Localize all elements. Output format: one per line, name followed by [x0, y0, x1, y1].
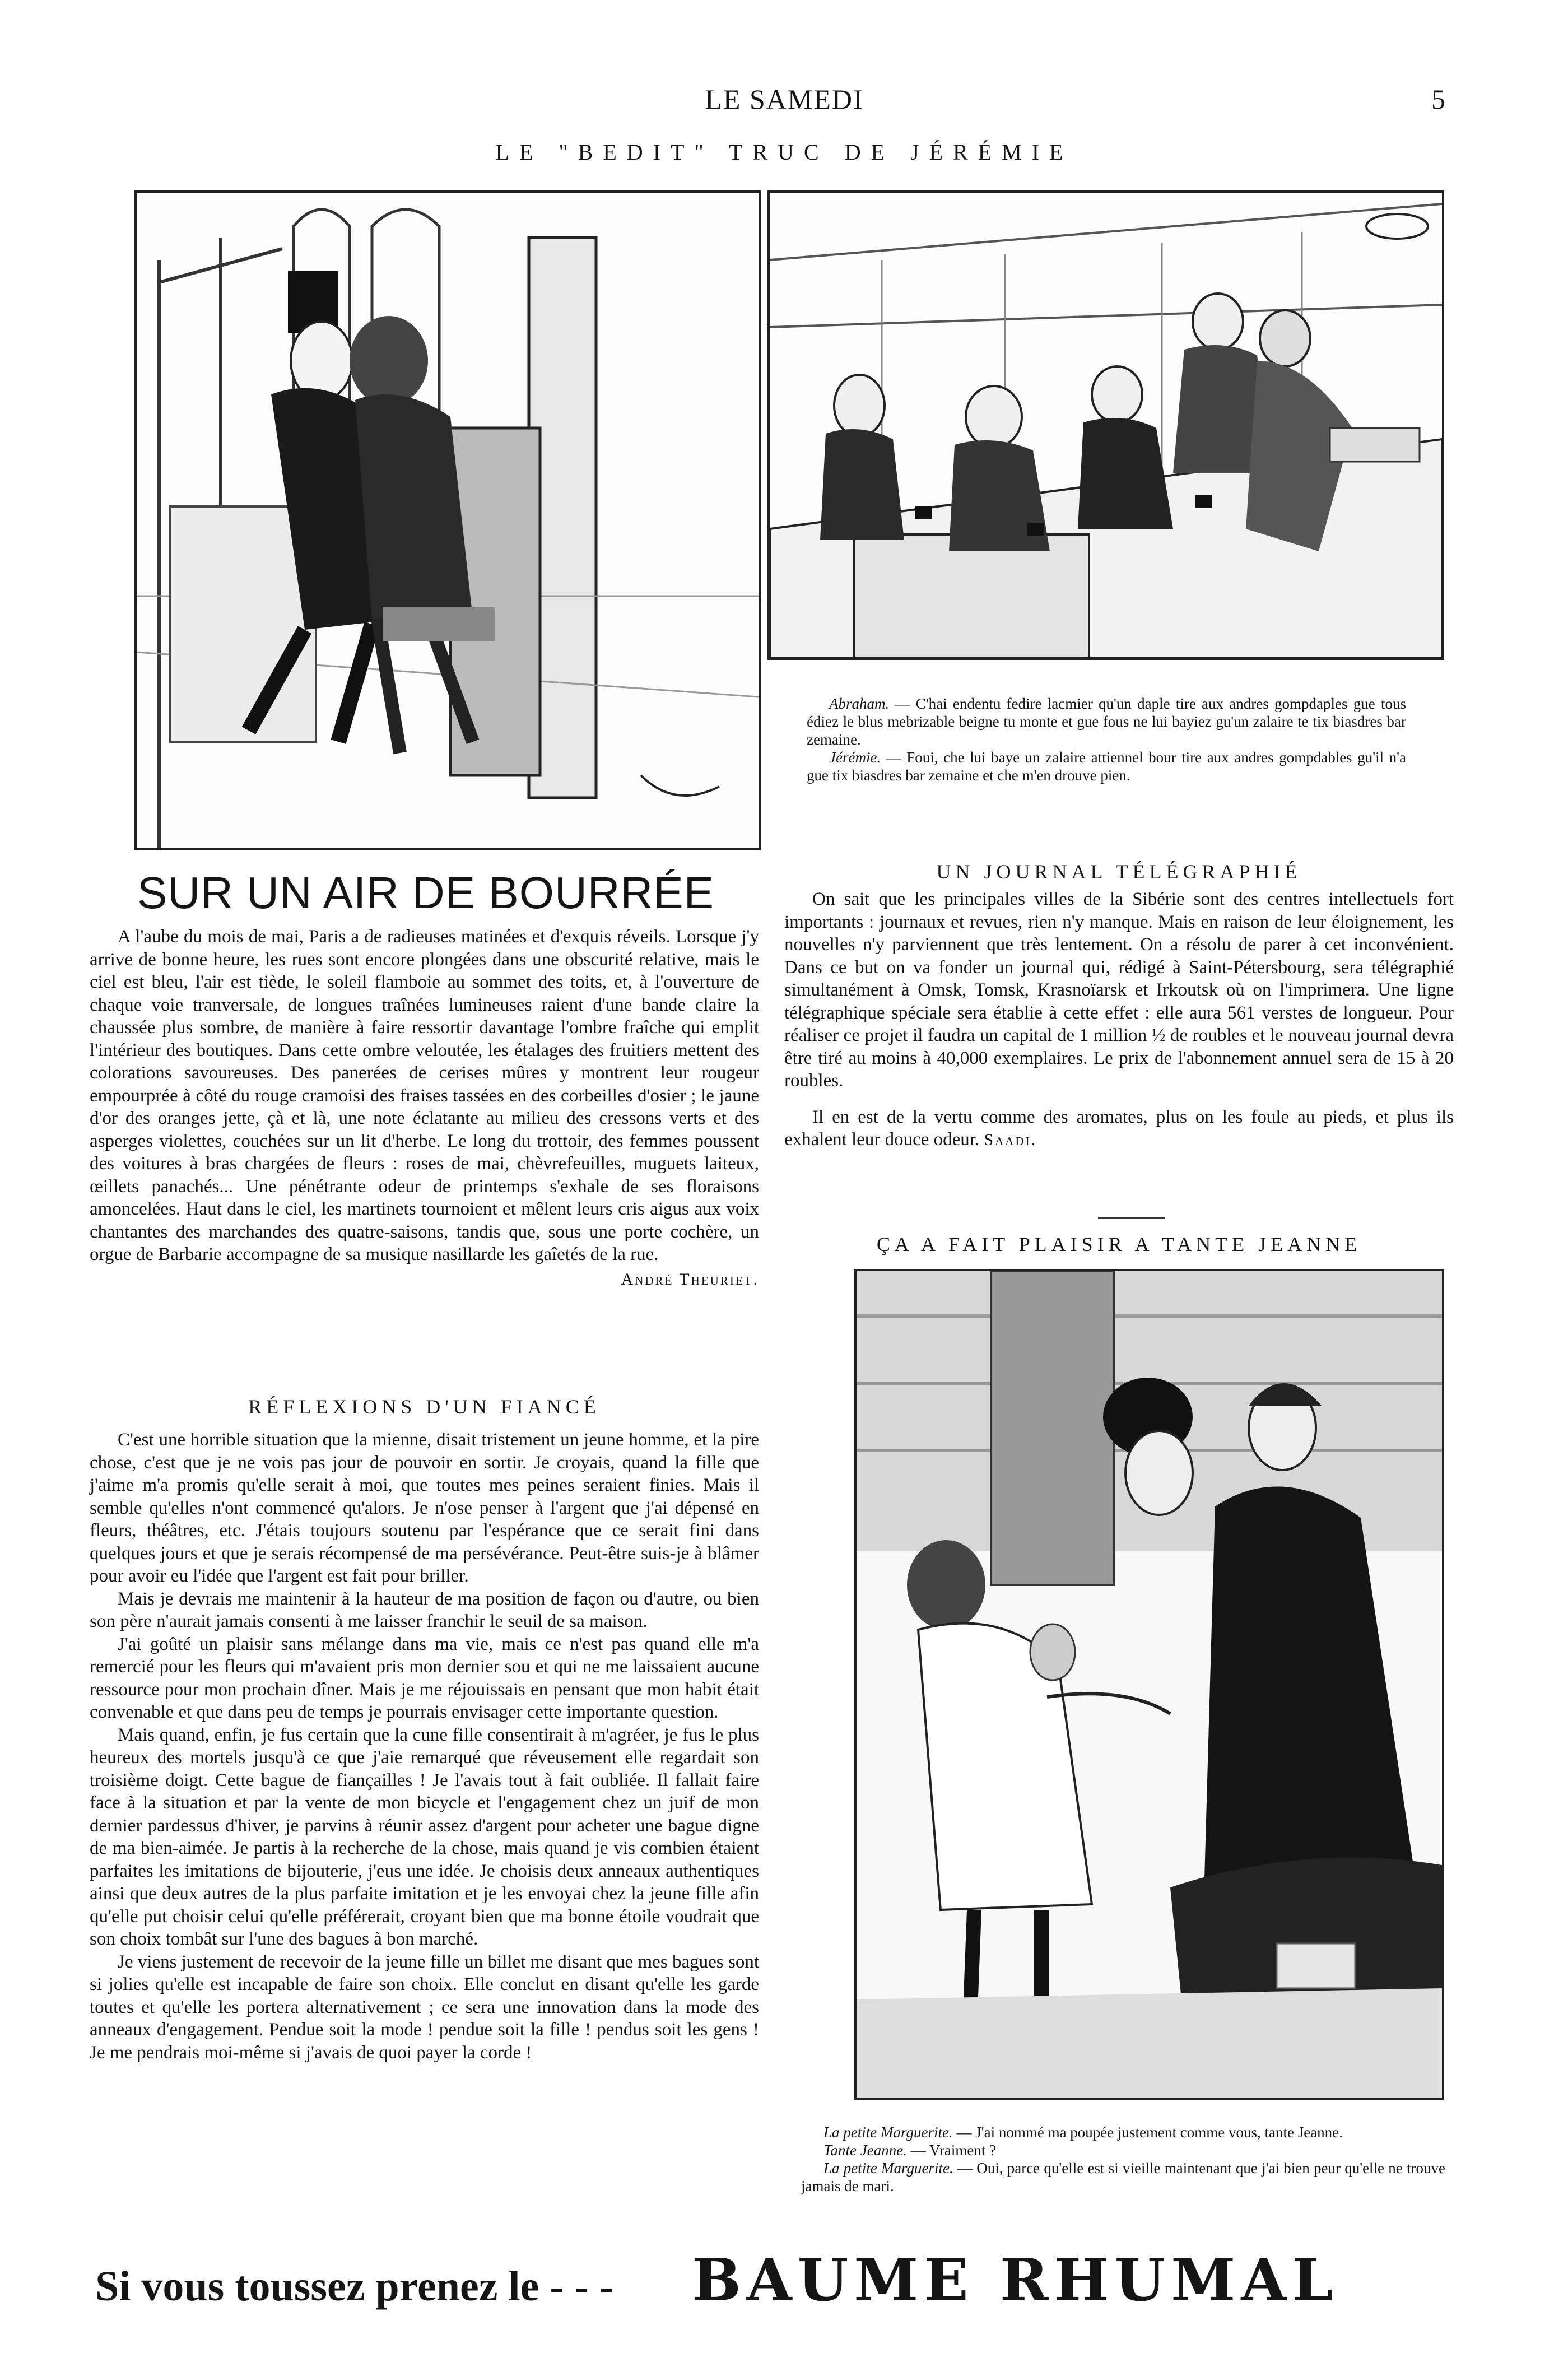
- caption-speaker: Jérémie.: [829, 749, 881, 766]
- illustration-title: LE "BEDIT" TRUC DE JÉRÉMIE: [495, 139, 1073, 165]
- maxim-signature: Saadi.: [984, 1131, 1037, 1149]
- page-number: 5: [1431, 83, 1445, 115]
- caption-text: — J'ai nommé ma poupée justement comme vous, tante Jeanne.: [952, 2124, 1343, 2141]
- article-title-fiance: RÉFLEXIONS D'UN FIANCÉ: [248, 1396, 601, 1418]
- article-body-journal: [784, 888, 1454, 1152]
- caption-top: [807, 695, 1406, 784]
- illustration-office-scene: [134, 190, 761, 850]
- article-body-fiance: [90, 1429, 759, 2064]
- advert-brand: BAUME RHUMAL: [692, 2245, 1339, 2314]
- article-title-bourree: SUR UN AIR DE BOURRÉE: [137, 868, 715, 918]
- article-paragraph: Je viens justement de recevoir de la jeune fille un billet me disant que mes bagues sont si jolies qu'elle est incapable de faire son choix. Elle conclut en disant qu'elle les garde toutes et qu'elle les portera alternativement ; ce sera une innovation dans la mode des anneaux d'engagement. Pendue soit la mode ! pendue soit la fille ! pendus soit les gens ! Je me pendrais moi-même si j'avais de quoi payer la corde !: [90, 1951, 759, 2063]
- article-paragraph: On sait que les principales villes de la Sibérie sont des centres intellectuels fort importants : journaux et revues, rien n'y manque. Mais en raison de leur éloignement, les nouvelles n'y parviennent que très lentement. On a résolu de parer à cet inconvénient. Dans ce but on va fonder un journal qui, rédigé à Saint-Pétersbourg, sera télégraphié simultanément à Omsk, Tomsk, Krasnoïarsk et Irkoutsk où on l'imprimera. Une ligne télégraphique spéciale sera établie à cette effet : elle aura 561 verstes de longueur. Pour réaliser ce projet il faudra un capital de 1 million ½ de roubles et le nouveau journal devra être tiré au moins à 40,000 exemplaires. Le prix de l'abonnement annuel sera de 15 à 20 roubles.: [784, 889, 1454, 1091]
- caption-speaker: La petite Marguerite.: [823, 2124, 953, 2141]
- article-paragraph: C'est une horrible situation que la mienne, disait tristement un jeune homme, et la pire chose, c'est que je ne vois pas jour de pouvoir en sortir. Je croyais, quand la fille que j'aime m'a promis qu'elle serait à moi, que toutes mes peines seraient finies. Mais il semble qu'elles n'ont commencé qu'alors. Je n'ose penser à l'argent que j'ai dépensé en fleurs, théâtres, etc. J'étais toujours soutenu par l'espérance que ce serait fini dans quelques jours et que je serais récompensé de ma persévérance. Peut-être suis-je à blâmer pour avoir eu l'idée que l'argent est fait pour briller.: [90, 1430, 759, 1586]
- caption-bottom: [801, 2123, 1445, 2195]
- caption-text: — Oui, parce qu'elle est si vieille maintenant que j'ai bien peur qu'elle ne trouve jamais de mari.: [801, 2160, 1445, 2194]
- illustration-clerks-desk: [767, 190, 1444, 660]
- caption-text: — Foui, che lui baye un zalaire attiennel bour tire aux andres gompdables gu'il n'a gue tix biasdres bar zemaine et che m'en drouve pien.: [807, 749, 1406, 784]
- illustration-tante-jeanne: [854, 1269, 1444, 2100]
- article-title-tante-jeanne: ÇA A FAIT PLAISIR A TANTE JEANNE: [876, 1233, 1362, 1255]
- article-signature: André Theuriet.: [621, 1269, 759, 1289]
- separator-line: [1098, 1217, 1165, 1219]
- article-title-journal: UN JOURNAL TÉLÉGRAPHIÉ: [936, 861, 1302, 883]
- caption-speaker: Tante Jeanne.: [823, 2142, 907, 2159]
- article-paragraph: J'ai goûté un plaisir sans mélange dans ma vie, mais ce n'est pas quand elle m'a remercié pour les fleurs qui m'avaient pris mon dernier sou et qui ne me laissaient aucune ressource pour mon prochain dîner. Mais je me réjouissais en pensant que mon habit était convenable et que dans peu de temps je pourrais envisager cette importante question.: [90, 1634, 759, 1722]
- article-paragraph: Mais je devrais me maintenir à la hauteur de ma position de façon ou d'autre, ou bien son père n'aurait jamais consenti à me laisser franchir le seuil de sa maison.: [90, 1588, 759, 1631]
- caption-speaker: La petite Marguerite.: [823, 2160, 953, 2177]
- caption-speaker: Abraham.: [829, 695, 890, 712]
- article-paragraph: A l'aube du mois de mai, Paris a de radieuses matinées et d'exquis réveils. Lorsque j'y arrive de bonne heure, les rues sont encore plongées dans une obscurité relative, mais le ciel est bleu, l'air est tiède, le soleil flamboie au sommet des toits, et, à l'ouverture de chaque voie tranversale, de longues traînées lumineuses raient d'une bande claire la chaussée plus sombre, de manière à faire ressortir davantage l'ombre fraîche qui emplit l'intérieur des boutiques. Dans cette ombre veloutée, les étalages des fruitiers mettent des colorations savoureuses. Des panerées de cerises mûres y montrent leur rougeur empourprée à côté du rouge cramoisi des fraises tassées en des corbeilles d'osier ; le jaune d'or des oranges jette, çà et là, une note éclatante au milieu des cressons verts et des asperges violettes, couchées sur un lit d'herbe. Le long du trottoir, des femmes poussent des voitures à bras chargées de fleurs : roses de mai, chèvrefeuilles, muguets laiteux, œillets panachés... Une pénétrante odeur de printemps s'exhale de ses floraisons amoncelées. Haut dans le ciel, les martinets tournoient et mêlent leurs cris aigus aux voix chantantes des marchandes des quatre-saisons, tandis que, sous une porte cochère, un orgue de Barbarie accompagne de sa musique nasillarde les gaîetés de la rue.: [90, 927, 759, 1264]
- caption-text: — C'hai endentu fedire lacmier qu'un daple tire aux andres gompdaples gue tous édiez le blus mebrizable beigne tu monte et gue fous ne lui bayiez gu'un zalaire te tix biasdres bar zemaine.: [807, 695, 1406, 748]
- caption-text: — Vraiment ?: [906, 2142, 997, 2159]
- masthead: LE SAMEDI: [705, 83, 864, 115]
- article-body-bourree: [90, 926, 759, 1291]
- maxim-body: Il en est de la vertu comme des aromates, plus on les foule au pieds, et plus ils exhalent leur douce odeur.: [784, 1106, 1454, 1150]
- article-paragraph: Mais quand, enfin, je fus certain que la cune fille consentirait à m'agréer, je fus le plus heureux des mortels jusqu'à ce que j'aie remarqué que réveusement elle regardait son troisième doigt. Cette bague de fiançailles ! Je l'avais tout à fait oubliée. Il fallait faire face à la situation et par la vente de mon bicycle et l'engagement chez un juif de mon dernier pardessus d'hiver, je parvins à réunir assez d'argent pour acheter une bague digne de ma bien-aimée. Je partis à la recherche de la chose, mais quand je vis combien étaient parfaites les imitations de bijouterie, j'eus une idée. Je choisis deux anneaux authentiques ainsi que deux autres de la plus parfaite imitation et je les envoyai chez la jeune fille afin qu'elle put choisir celui qu'elle préférerait, croyant bien que ma bonne étoile voudrait que son choix tombât sur l'une des bagues à bon marché.: [90, 1724, 759, 1949]
- maxim-text: [784, 1106, 1454, 1152]
- advert-tagline: Si vous toussez prenez le - - -: [95, 2263, 614, 2310]
